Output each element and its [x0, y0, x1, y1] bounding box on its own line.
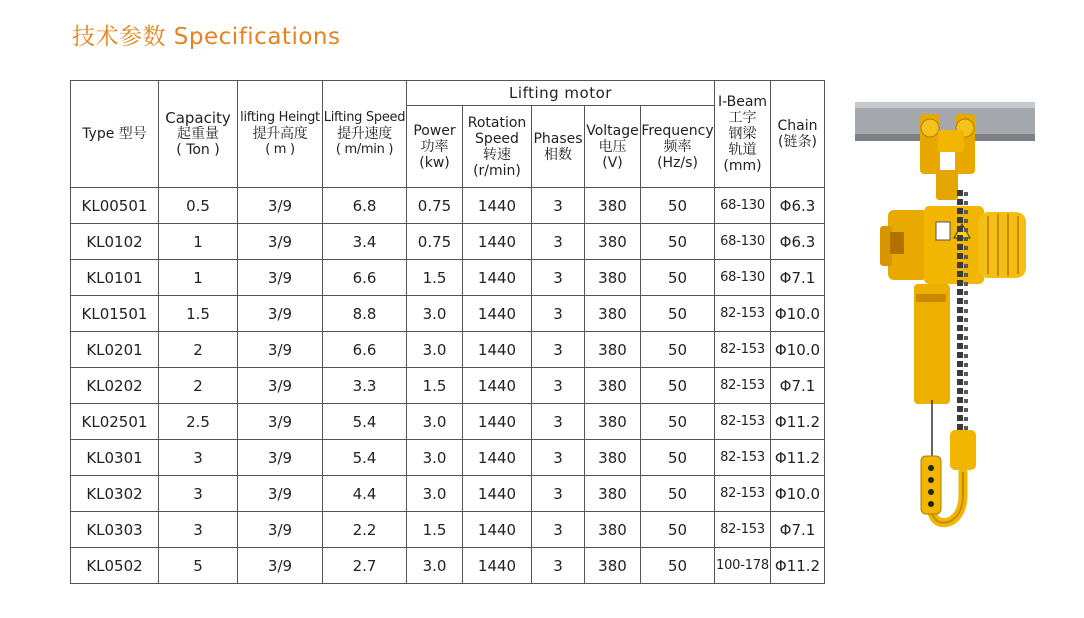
table-cell: 3/9 [238, 368, 323, 404]
table-row [71, 260, 825, 296]
table-cell: KL0102 [71, 224, 159, 260]
table-cell: 3.0 [407, 440, 463, 476]
specifications-table [70, 80, 825, 584]
table-cell: 380 [585, 512, 641, 548]
table-cell: 2.7 [323, 548, 407, 584]
table-cell: 2.2 [323, 512, 407, 548]
table-cell: Φ10.0 [771, 476, 825, 512]
table-cell: 82-153 [715, 512, 771, 548]
table-cell: 380 [585, 440, 641, 476]
table-cell: KL01501 [71, 296, 159, 332]
table-cell: 50 [641, 476, 715, 512]
table-cell: Φ10.0 [771, 332, 825, 368]
table-cell: 1.5 [407, 512, 463, 548]
table-cell: 1440 [463, 224, 532, 260]
table-cell: 3.0 [407, 296, 463, 332]
table-cell: 3 [532, 476, 585, 512]
table-cell: Φ10.0 [771, 296, 825, 332]
table-row [71, 296, 825, 332]
table-cell: KL0303 [71, 512, 159, 548]
table-cell: 3 [532, 332, 585, 368]
table-cell: 2 [159, 368, 238, 404]
table-cell: 82-153 [715, 404, 771, 440]
table-cell: 4.4 [323, 476, 407, 512]
table-cell: 3 [159, 476, 238, 512]
table-cell: 50 [641, 188, 715, 224]
table-cell: 1440 [463, 404, 532, 440]
table-cell: 3.0 [407, 404, 463, 440]
table-cell: Φ7.1 [771, 368, 825, 404]
table-cell: 6.8 [323, 188, 407, 224]
header-lifting-height: lifting Heingt 提升高度 ( m ) [238, 81, 323, 188]
table-cell: 82-153 [715, 476, 771, 512]
table-cell: 1.5 [407, 260, 463, 296]
page-title: 技术参数 Specifications [72, 24, 341, 50]
table-row [71, 332, 825, 368]
table-cell: 82-153 [715, 296, 771, 332]
table-cell: 1.5 [407, 368, 463, 404]
table-cell: Φ7.1 [771, 260, 825, 296]
electric-chain-hoist-photo [850, 100, 1040, 560]
table-cell: 1440 [463, 548, 532, 584]
table-cell: 3 [159, 440, 238, 476]
table-cell: KL0201 [71, 332, 159, 368]
table-cell: 5 [159, 548, 238, 584]
table-cell: 3 [532, 260, 585, 296]
table-cell: 50 [641, 512, 715, 548]
table-cell: 1440 [463, 440, 532, 476]
table-cell: 3/9 [238, 332, 323, 368]
table-cell: KL0101 [71, 260, 159, 296]
header-power: Power 功率 (kw) [407, 106, 463, 188]
table-cell: 1440 [463, 296, 532, 332]
table-cell: 6.6 [323, 260, 407, 296]
table-cell: 3/9 [238, 260, 323, 296]
table-cell: 3 [532, 440, 585, 476]
header-lifting-speed: Lifting Speed 提升速度 ( m/min ) [323, 81, 407, 188]
table-cell: KL0202 [71, 368, 159, 404]
table-cell: 3 [532, 224, 585, 260]
table-cell: 1440 [463, 260, 532, 296]
table-cell: 3/9 [238, 440, 323, 476]
table-cell: 68-130 [715, 188, 771, 224]
table-cell: 3/9 [238, 404, 323, 440]
table-cell: 50 [641, 296, 715, 332]
table-cell: Φ7.1 [771, 512, 825, 548]
table-cell: KL0301 [71, 440, 159, 476]
table-row [71, 476, 825, 512]
table-row [71, 548, 825, 584]
table-cell: 3 [532, 548, 585, 584]
table-cell: 2 [159, 332, 238, 368]
table-cell: Φ11.2 [771, 548, 825, 584]
table-cell: Φ6.3 [771, 188, 825, 224]
table-cell: 1440 [463, 332, 532, 368]
table-cell: 380 [585, 368, 641, 404]
table-cell: 82-153 [715, 368, 771, 404]
table-cell: 68-130 [715, 224, 771, 260]
header-voltage: Voltage 电压 (V) [585, 106, 641, 188]
table-cell: 1440 [463, 188, 532, 224]
table-cell: 380 [585, 548, 641, 584]
table-cell: 3.3 [323, 368, 407, 404]
table-cell: 1 [159, 224, 238, 260]
table-cell: 3 [159, 512, 238, 548]
table-cell: 1.5 [159, 296, 238, 332]
table-cell: 380 [585, 332, 641, 368]
table-cell: 380 [585, 296, 641, 332]
table-cell: 3/9 [238, 296, 323, 332]
table-cell: 380 [585, 224, 641, 260]
table-cell: 0.5 [159, 188, 238, 224]
header-chain: Chain (链条) [771, 81, 825, 188]
table-row [71, 440, 825, 476]
table-cell: 380 [585, 188, 641, 224]
table-cell: Φ11.2 [771, 404, 825, 440]
table-cell: 3.0 [407, 476, 463, 512]
table-row [71, 512, 825, 548]
pendant-control [921, 400, 941, 514]
table-cell: 3 [532, 512, 585, 548]
header-lifting-motor: Lifting motor [407, 81, 715, 106]
table-cell: 380 [585, 260, 641, 296]
table-cell: KL00501 [71, 188, 159, 224]
table-cell: 6.6 [323, 332, 407, 368]
table-cell: 1440 [463, 368, 532, 404]
table-cell: 3/9 [238, 512, 323, 548]
table-cell: 50 [641, 404, 715, 440]
table-row [71, 368, 825, 404]
motor-body [880, 206, 1026, 284]
header-phases: Phases 相数 [532, 106, 585, 188]
table-cell: 5.4 [323, 440, 407, 476]
table-cell: Φ11.2 [771, 440, 825, 476]
table-cell: 380 [585, 476, 641, 512]
table-cell: 1440 [463, 512, 532, 548]
table-cell: 3 [532, 296, 585, 332]
table-cell: 0.75 [407, 224, 463, 260]
header-type: Type 型号 [71, 81, 159, 188]
header-frequency: Frequency 频率 (Hz/s) [641, 106, 715, 188]
header-rotation-speed: Rotation Speed 转速 (r/min) [463, 106, 532, 188]
table-cell: 50 [641, 224, 715, 260]
header-ibeam: I-Beam 工字 钢梁 轨道 (mm) [715, 81, 771, 188]
table-cell: 0.75 [407, 188, 463, 224]
table-cell: 1440 [463, 476, 532, 512]
table-cell: 50 [641, 440, 715, 476]
table-cell: 82-153 [715, 440, 771, 476]
table-cell: 2.5 [159, 404, 238, 440]
table-cell: 50 [641, 260, 715, 296]
table-cell: 380 [585, 404, 641, 440]
table-cell: 1 [159, 260, 238, 296]
header-capacity: Capacity 起重量 ( Ton ) [159, 81, 238, 188]
table-cell: 50 [641, 548, 715, 584]
table-cell: 3/9 [238, 476, 323, 512]
table-cell: 3/9 [238, 548, 323, 584]
table-cell: KL0302 [71, 476, 159, 512]
table-cell: 3.0 [407, 548, 463, 584]
table-cell: 3/9 [238, 188, 323, 224]
table-row [71, 404, 825, 440]
table-cell: 3 [532, 404, 585, 440]
table-cell: 3/9 [238, 224, 323, 260]
table-cell: 50 [641, 368, 715, 404]
table-row [71, 224, 825, 260]
table-cell: 3.4 [323, 224, 407, 260]
table-cell: Φ6.3 [771, 224, 825, 260]
table-cell: 100-178 [715, 548, 771, 584]
table-cell: 3 [532, 368, 585, 404]
table-body [71, 188, 825, 584]
table-cell: 82-153 [715, 332, 771, 368]
table-cell: 50 [641, 332, 715, 368]
table-cell: 68-130 [715, 260, 771, 296]
table-cell: 5.4 [323, 404, 407, 440]
table-cell: KL02501 [71, 404, 159, 440]
table-cell: 3.0 [407, 332, 463, 368]
table-cell: 3 [532, 188, 585, 224]
table-cell: KL0502 [71, 548, 159, 584]
table-cell: 8.8 [323, 296, 407, 332]
table-row [71, 188, 825, 224]
